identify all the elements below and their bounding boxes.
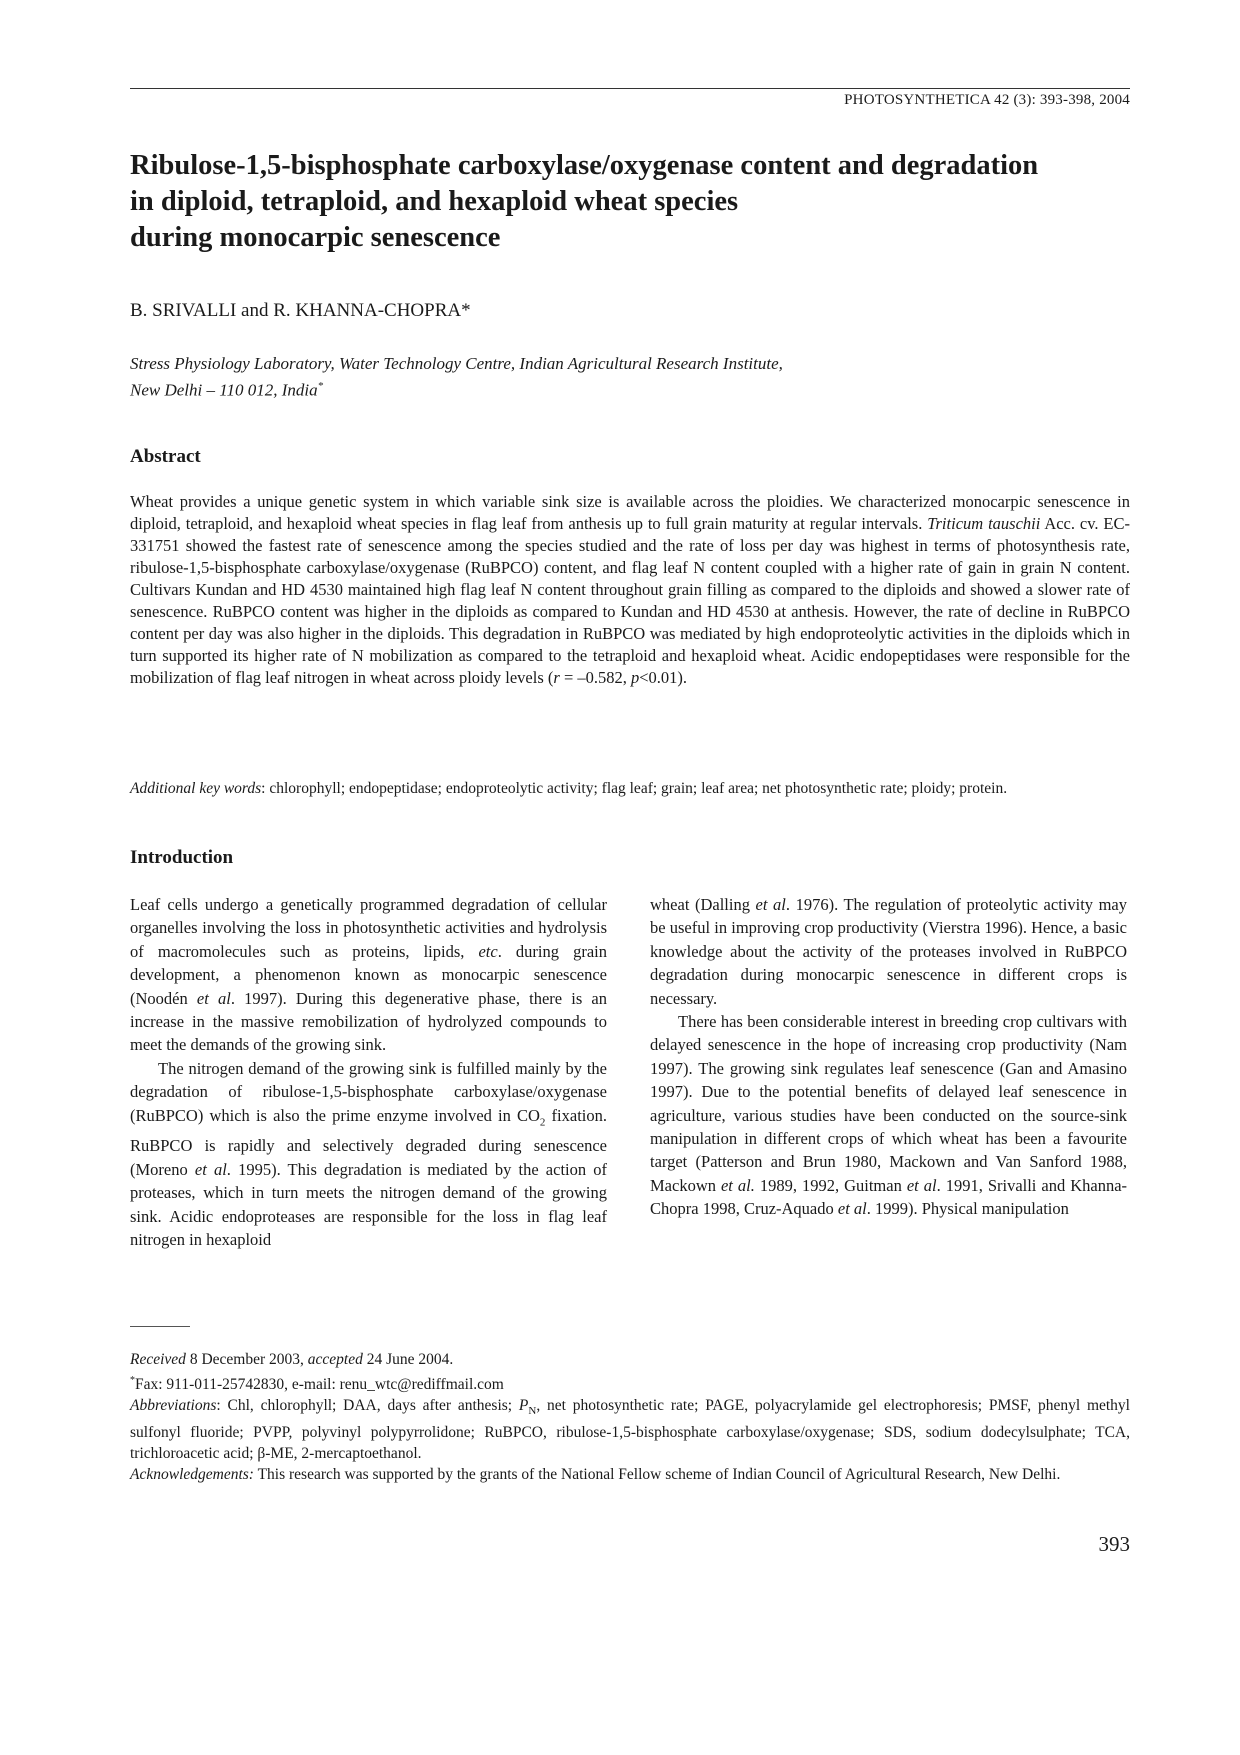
italic-text: et al. [720,1175,755,1195]
text: . 1976). The regulation of proteolytic activity may be useful in improving crop productivity (Vierstra 1996). Hence, a basic knowledge about the activity of the proteases involved in RuBPCO degradation during monocarpic senescence in different crops is necessary. [650,895,1128,1008]
contact-note [130,1370,1130,1395]
title-line: in diploid, tetraploid, and hexaploid wheat species [130,186,739,217]
italic-text: et al [906,1175,937,1195]
p-symbol: p [631,668,640,687]
italic-text: et al [196,988,231,1008]
paragraph [130,1057,607,1252]
paper-page [130,0,1130,1755]
title-line: during monocarpic senescence [130,222,501,253]
text-column-right [650,893,1127,1221]
abstract-part: Wheat provides a unique genetic system in which variable sink size is available across the ploidies. We characterized monocarpic senescence in diploid, tetraploid, and hexaploid wheat species in flag leaf from anthesis up to full grain maturity at regular intervals. [130,492,1130,533]
subscript: N [528,1405,537,1418]
text: 8 December 2003, [185,1351,308,1368]
abstract-part: Acc. cv. EC-331751 showed the fastest rate of senescence among the species studied and the rate of loss per day was highest in terms of photosynthesis rate, ribulose-1,5-bisphosphate carboxylase/oxygenase (RuBPCO) content, and flag leaf N content coupled with a higher rate of gain in grain N content. Cultivars Kundan and HD 4530 maintained high flag leaf N content throughout grain filling as compared to the diploids and showed a slower rate of senescence. RuBPCO content was higher in the diploids as compared to Kundan and HD 4530 at anthesis. However, the rate of decline in RuBPCO content per day was also higher in the diploids. This degradation in RuBPCO was mediated by high endoproteolytic activities in the diploids which in turn supported its higher rate of N mobilization as compared to the tetraploid and hexaploid wheat. Acidic endopeptidases were responsible for the mobilization of flag leaf nitrogen in wheat across ploidy levels ( [130,514,1130,687]
text: . 1995). This degradation is mediated by the action of proteases, which in turn meets the nitrogen demand of the growing sink. Acidic endoproteases are responsible for the loss in flag leaf nitrogen in hexaploid [130,1159,607,1249]
italic-text: et al [755,895,786,914]
p-value: <0.01). [639,668,688,687]
italic-text: P [518,1397,529,1415]
keywords-label: Additional key words [130,780,262,797]
affiliation-line: Stress Physiology Laboratory, Water Technology Centre, Indian Agricultural Research Institute, [130,354,783,373]
introduction-heading: Introduction [130,847,234,868]
keywords [130,778,1130,799]
text: . during grain development, a phenomenon known as monocarpic senescence (Noodén [130,941,608,1008]
text: . 1991, Srivalli and Khanna-Chopra 1998, Cruz-Aquado [650,1175,1128,1219]
text: : Chl, chlorophyll; DAA, days after anthesis; [216,1397,519,1415]
text: This research was supported by the grants of the National Fellow scheme of Indian Council of Agricultural Research, New Delhi. [253,1466,1061,1484]
italic-text: accepted [307,1351,363,1368]
abstract-heading: Abstract [130,446,201,467]
paragraph [650,893,1127,1010]
footnote-mark: * [130,1375,135,1386]
footnotes [130,1349,1130,1485]
keywords-text: : chlorophyll; endopeptidase; endoproteolytic activity; flag leaf; grain; leaf area; net photosynthetic rate; ploidy; protein. [261,780,1008,797]
r-value: = –0.582, [559,668,631,687]
title-line: Ribulose-1,5-bisphosphate carboxylase/oxygenase content and degradation [130,150,1039,181]
text: 24 June 2004. [362,1351,454,1368]
affiliation-line [130,375,783,402]
affiliation-mark: * [317,380,324,392]
r-symbol: r [553,668,560,687]
text: wheat (Dalling [650,895,756,914]
journal-reference: PHOTOSYNTHETICA 42 (3): 393-398, 2004 [844,92,1130,108]
text: There has been considerable interest in breeding crop cultivars with delayed senescence in the hope of increasing crop productivity (Nam 1997). The growing sink regulates leaf senescence (Gan and Amasino 1997). Due to the potential benefits of delayed leaf senescence in agriculture, various studies have been conducted on the source-sink manipulation in different crops of which wheat has been a favourite target (Patterson and Brun 1980, Mackown and Van Sanford 1988, Mackown [650,1012,1127,1195]
text: 1989, 1992, Guitman [754,1175,907,1195]
paragraph [130,893,607,1057]
footnote-rule [130,1326,190,1327]
text: The nitrogen demand of the growing sink is fulfilled mainly by the degradation of ribulose-1,5-bisphosphate carboxylase/oxygenase (RuBPCO) which is also the prime enzyme involved in CO [130,1058,607,1125]
italic-text: etc [478,941,498,961]
abbreviations-note [130,1395,1130,1464]
italic-text: Received [130,1351,186,1368]
italic-text: Abbreviations [130,1397,217,1415]
received-note [130,1349,1130,1370]
page-number: 393 [1098,1532,1130,1556]
affiliation [130,352,783,402]
italic-text: et al [194,1159,227,1179]
text: Fax: 911-011-25742830, e-mail: renu_wtc@rediffmail.com [135,1376,504,1394]
acknowledgements-note [130,1464,1130,1485]
italic-text: et al [837,1199,867,1219]
affiliation-city: New Delhi – 110 012, India [130,380,318,400]
article-title [130,148,1130,256]
text: . 1999). Physical manipulation [866,1199,1069,1219]
text: fixation. RuBPCO is rapidly and selectively degraded during senescence (Moreno [130,1105,608,1179]
subscript: 2 [539,1115,546,1128]
text-column-left [130,893,607,1251]
paragraph [650,1010,1127,1221]
authors: B. SRIVALLI and R. KHANNA-CHOPRA* [130,300,471,321]
italic-text: Acknowledgements: [130,1466,254,1484]
text: Leaf cells undergo a genetically programmed degradation of cellular organelles involving the loss in photosynthetic activities and hydrolysis of macromolecules such as proteins, lipids, [130,895,607,961]
species-name: Triticum tauschii [927,514,1041,533]
header-rule [130,88,1130,89]
text: . 1997). During this degenerative phase, there is an increase in the massive remobilization of hydrolyzed compounds to meet the demands of the growing sink. [130,988,608,1055]
text: , net photosynthetic rate; PAGE, polyacrylamide gel electrophoresis; PMSF, phenyl methyl sulfonyl fluoride; PVPP, polyvinyl polypyrrolidone; RuBPCO, ribulose-1,5-bisphosphate carboxylase/oxygenase; SDS, sodium dodecylsulphate; TCA, trichloroacetic acid; β-ME, 2-mercaptoethanol. [130,1397,1130,1463]
abstract-text [130,491,1130,689]
